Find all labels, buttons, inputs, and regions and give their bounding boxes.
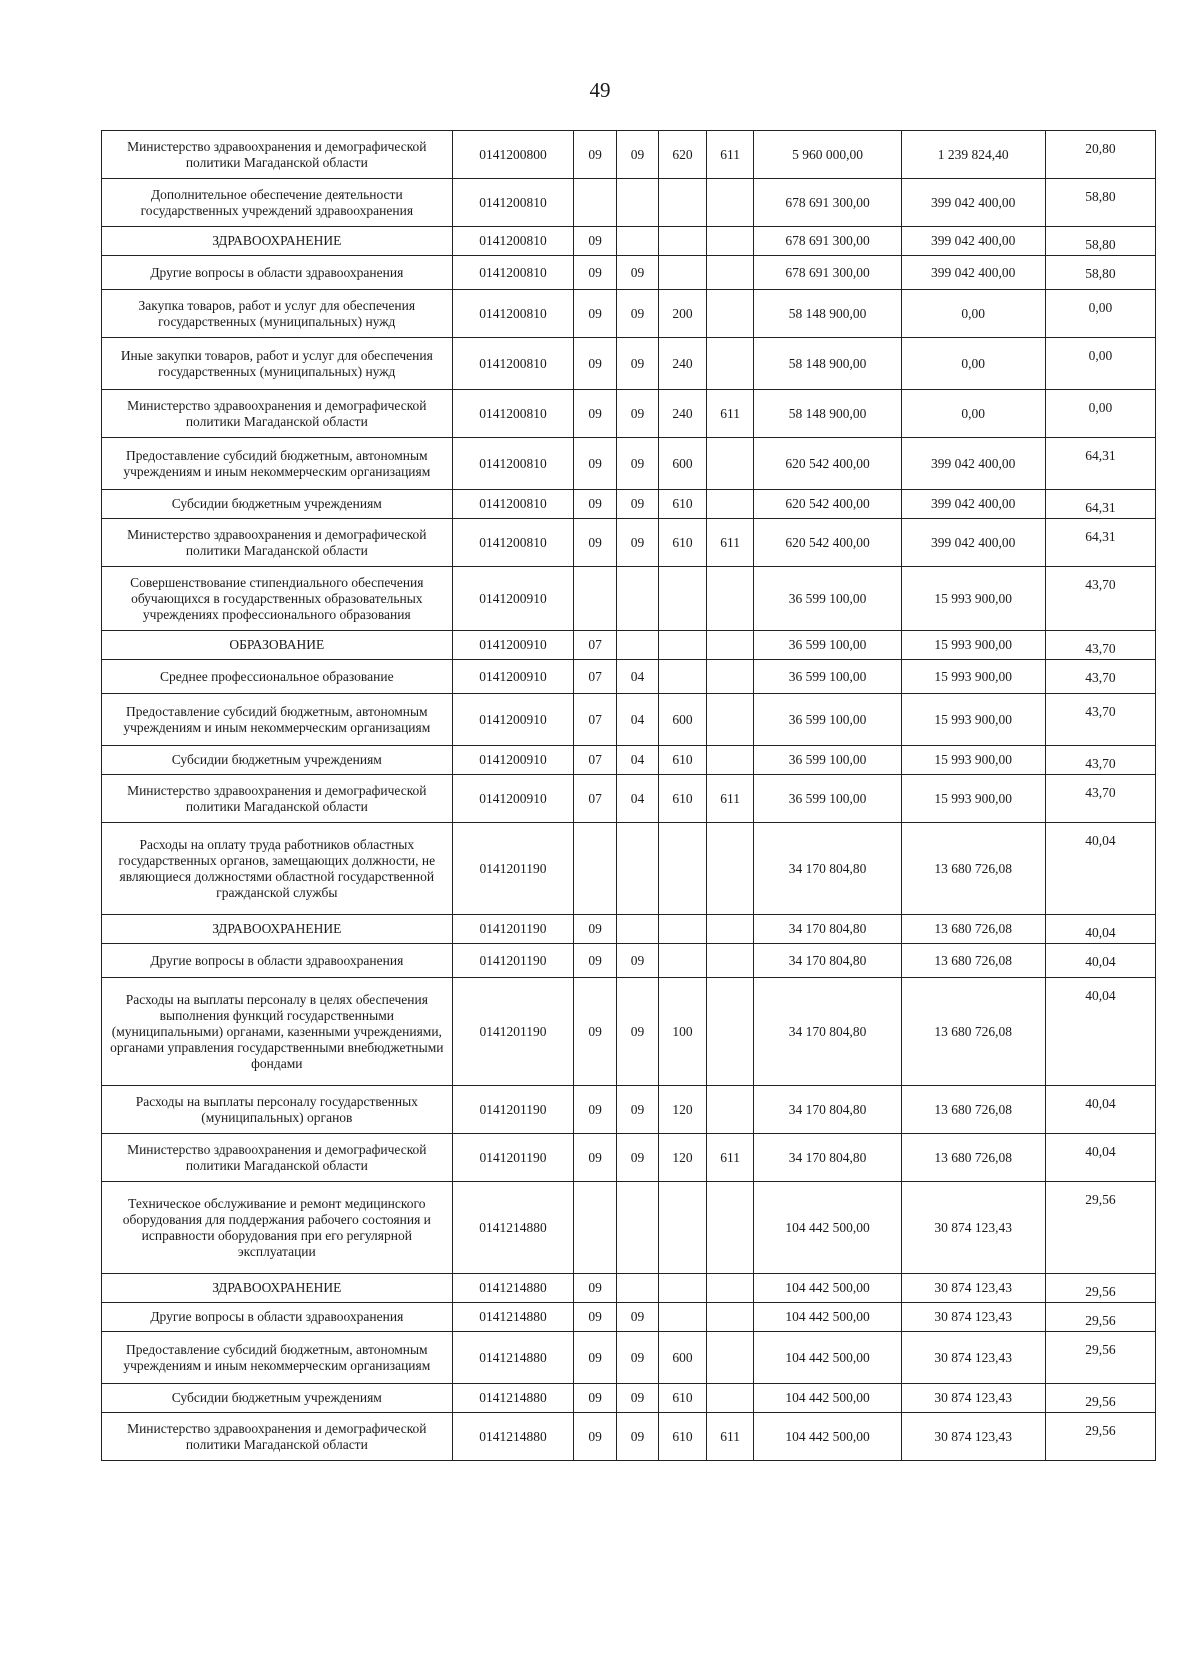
row-percent-cell: 20,80: [1045, 131, 1155, 179]
row-expense-type-cell: [659, 1182, 707, 1274]
row-expense-type-cell: [659, 915, 707, 944]
row-actual-cell: 15 993 900,00: [901, 746, 1045, 775]
table-row: [102, 290, 1156, 338]
table-row: [102, 660, 1156, 694]
row-name-cell: Министерство здравоохранения и демографической политики Магаданской области: [102, 519, 453, 567]
row-expense-type-cell: 600: [659, 1332, 707, 1384]
table-row: [102, 775, 1156, 823]
row-percent-cell: 43,70: [1045, 660, 1155, 694]
row-percent-cell: 0,00: [1045, 338, 1155, 390]
row-section-cell: 09: [574, 438, 616, 490]
row-expense-type-cell: [659, 179, 707, 227]
table-row: [102, 519, 1156, 567]
row-code-cell: 0141214880: [452, 1274, 574, 1303]
row-name-cell: Закупка товаров, работ и услуг для обеспечения государственных (муниципальных) нужд: [102, 290, 453, 338]
row-percent-cell: 58,80: [1045, 179, 1155, 227]
row-subsection-cell: 09: [616, 256, 658, 290]
row-subsection-cell: 09: [616, 944, 658, 978]
row-name-cell: Расходы на выплаты персоналу государственных (муниципальных) органов: [102, 1086, 453, 1134]
row-expense-type-cell: [659, 944, 707, 978]
row-actual-cell: 15 993 900,00: [901, 631, 1045, 660]
row-plan-cell: 34 170 804,80: [754, 915, 901, 944]
row-actual-cell: 15 993 900,00: [901, 775, 1045, 823]
row-expense-type-cell: [659, 1303, 707, 1332]
row-section-cell: 09: [574, 1274, 616, 1303]
row-section-cell: 07: [574, 746, 616, 775]
row-admin-code-cell: [706, 1332, 754, 1384]
table-row: [102, 438, 1156, 490]
row-name-cell: Среднее профессиональное образование: [102, 660, 453, 694]
row-admin-code-cell: [706, 915, 754, 944]
row-subsection-cell: [616, 1274, 658, 1303]
row-plan-cell: 36 599 100,00: [754, 694, 901, 746]
row-code-cell: 0141201190: [452, 978, 574, 1086]
row-section-cell: 09: [574, 519, 616, 567]
table-body: [102, 131, 1156, 1461]
row-section-cell: 09: [574, 338, 616, 390]
row-percent-cell: 40,04: [1045, 1134, 1155, 1182]
row-plan-cell: 58 148 900,00: [754, 390, 901, 438]
row-actual-cell: 13 680 726,08: [901, 1134, 1045, 1182]
row-subsection-cell: [616, 179, 658, 227]
table-row: [102, 227, 1156, 256]
row-subsection-cell: 09: [616, 290, 658, 338]
row-percent-cell: 29,56: [1045, 1384, 1155, 1413]
row-code-cell: 0141200810: [452, 390, 574, 438]
row-name-cell: Расходы на оплату труда работников областных государственных органов, замещающих должности, не являющиеся должностями областной государственной гражданской службы: [102, 823, 453, 915]
table-row: [102, 1413, 1156, 1461]
row-subsection-cell: 09: [616, 978, 658, 1086]
row-subsection-cell: 09: [616, 490, 658, 519]
row-actual-cell: 13 680 726,08: [901, 1086, 1045, 1134]
row-subsection-cell: 04: [616, 746, 658, 775]
row-section-cell: 09: [574, 978, 616, 1086]
row-code-cell: 0141200810: [452, 256, 574, 290]
row-percent-cell: 43,70: [1045, 567, 1155, 631]
row-percent-cell: 29,56: [1045, 1182, 1155, 1274]
page-number: 49: [589, 78, 611, 102]
table-row: [102, 490, 1156, 519]
row-subsection-cell: 04: [616, 775, 658, 823]
row-percent-cell: 58,80: [1045, 256, 1155, 290]
row-subsection-cell: 09: [616, 438, 658, 490]
row-name-cell: ЗДРАВООХРАНЕНИЕ: [102, 915, 453, 944]
table-row: [102, 567, 1156, 631]
row-actual-cell: 30 874 123,43: [901, 1413, 1045, 1461]
row-code-cell: 0141201190: [452, 823, 574, 915]
row-actual-cell: 0,00: [901, 338, 1045, 390]
row-actual-cell: 0,00: [901, 390, 1045, 438]
row-percent-cell: 0,00: [1045, 290, 1155, 338]
row-name-cell: Иные закупки товаров, работ и услуг для обеспечения государственных (муниципальных) нужд: [102, 338, 453, 390]
row-admin-code-cell: 611: [706, 775, 754, 823]
row-expense-type-cell: 600: [659, 438, 707, 490]
row-admin-code-cell: 611: [706, 131, 754, 179]
row-section-cell: 09: [574, 131, 616, 179]
row-name-cell: Расходы на выплаты персоналу в целях обеспечения выполнения функций государственными (муниципальными) органами, казенными учреждениями, органами управления государственными внебюджетными фондами: [102, 978, 453, 1086]
row-name-cell: Субсидии бюджетным учреждениям: [102, 1384, 453, 1413]
row-expense-type-cell: 240: [659, 390, 707, 438]
row-name-cell: Министерство здравоохранения и демографической политики Магаданской области: [102, 131, 453, 179]
row-plan-cell: 678 691 300,00: [754, 256, 901, 290]
table-row: [102, 390, 1156, 438]
row-name-cell: Предоставление субсидий бюджетным, автономным учреждениям и иным некоммерческим организациям: [102, 438, 453, 490]
row-expense-type-cell: 610: [659, 775, 707, 823]
row-percent-cell: 64,31: [1045, 490, 1155, 519]
row-plan-cell: 620 542 400,00: [754, 438, 901, 490]
row-plan-cell: 58 148 900,00: [754, 338, 901, 390]
row-admin-code-cell: [706, 179, 754, 227]
row-actual-cell: 30 874 123,43: [901, 1274, 1045, 1303]
table-row: [102, 944, 1156, 978]
table-row: [102, 1384, 1156, 1413]
row-code-cell: 0141214880: [452, 1182, 574, 1274]
row-plan-cell: 36 599 100,00: [754, 775, 901, 823]
row-name-cell: Другие вопросы в области здравоохранения: [102, 1303, 453, 1332]
row-actual-cell: 399 042 400,00: [901, 490, 1045, 519]
row-actual-cell: 15 993 900,00: [901, 567, 1045, 631]
row-actual-cell: 13 680 726,08: [901, 915, 1045, 944]
row-section-cell: 09: [574, 390, 616, 438]
row-section-cell: 09: [574, 1303, 616, 1332]
row-code-cell: 0141214880: [452, 1332, 574, 1384]
row-subsection-cell: [616, 567, 658, 631]
row-percent-cell: 40,04: [1045, 978, 1155, 1086]
row-name-cell: Министерство здравоохранения и демографической политики Магаданской области: [102, 1134, 453, 1182]
row-code-cell: 0141200810: [452, 227, 574, 256]
row-actual-cell: 399 042 400,00: [901, 519, 1045, 567]
row-percent-cell: 43,70: [1045, 746, 1155, 775]
row-subsection-cell: [616, 1182, 658, 1274]
row-percent-cell: 43,70: [1045, 775, 1155, 823]
row-section-cell: 09: [574, 1134, 616, 1182]
row-plan-cell: 104 442 500,00: [754, 1303, 901, 1332]
row-actual-cell: 0,00: [901, 290, 1045, 338]
row-actual-cell: 30 874 123,43: [901, 1182, 1045, 1274]
row-plan-cell: 34 170 804,80: [754, 1086, 901, 1134]
row-admin-code-cell: [706, 256, 754, 290]
row-plan-cell: 104 442 500,00: [754, 1332, 901, 1384]
row-plan-cell: 104 442 500,00: [754, 1413, 901, 1461]
row-plan-cell: 34 170 804,80: [754, 823, 901, 915]
table-row: [102, 1303, 1156, 1332]
row-subsection-cell: 09: [616, 1332, 658, 1384]
row-percent-cell: 64,31: [1045, 438, 1155, 490]
row-name-cell: Другие вопросы в области здравоохранения: [102, 944, 453, 978]
row-code-cell: 0141200910: [452, 660, 574, 694]
row-section-cell: [574, 1182, 616, 1274]
row-expense-type-cell: 120: [659, 1086, 707, 1134]
row-expense-type-cell: 240: [659, 338, 707, 390]
row-subsection-cell: [616, 631, 658, 660]
row-section-cell: 09: [574, 490, 616, 519]
row-code-cell: 0141200810: [452, 290, 574, 338]
row-section-cell: 07: [574, 775, 616, 823]
row-subsection-cell: 09: [616, 390, 658, 438]
row-name-cell: Предоставление субсидий бюджетным, автономным учреждениям и иным некоммерческим организациям: [102, 694, 453, 746]
row-actual-cell: 399 042 400,00: [901, 179, 1045, 227]
row-section-cell: 09: [574, 1384, 616, 1413]
row-name-cell: Министерство здравоохранения и демографической политики Магаданской области: [102, 775, 453, 823]
row-expense-type-cell: 610: [659, 746, 707, 775]
row-plan-cell: 34 170 804,80: [754, 944, 901, 978]
row-code-cell: 0141201190: [452, 1134, 574, 1182]
row-subsection-cell: 04: [616, 660, 658, 694]
row-admin-code-cell: [706, 660, 754, 694]
row-name-cell: Дополнительное обеспечение деятельности государственных учреждений здравоохранения: [102, 179, 453, 227]
row-name-cell: Министерство здравоохранения и демографической политики Магаданской области: [102, 1413, 453, 1461]
table-row: [102, 179, 1156, 227]
row-plan-cell: 620 542 400,00: [754, 490, 901, 519]
row-percent-cell: 29,56: [1045, 1332, 1155, 1384]
table-row: [102, 131, 1156, 179]
row-admin-code-cell: [706, 631, 754, 660]
row-plan-cell: 36 599 100,00: [754, 660, 901, 694]
row-name-cell: Предоставление субсидий бюджетным, автономным учреждениям и иным некоммерческим организациям: [102, 1332, 453, 1384]
row-subsection-cell: 09: [616, 1384, 658, 1413]
row-expense-type-cell: 120: [659, 1134, 707, 1182]
row-subsection-cell: 04: [616, 694, 658, 746]
budget-table: [101, 130, 1156, 1461]
table-row: [102, 978, 1156, 1086]
row-percent-cell: 43,70: [1045, 694, 1155, 746]
row-expense-type-cell: [659, 256, 707, 290]
row-plan-cell: 34 170 804,80: [754, 1134, 901, 1182]
row-section-cell: 09: [574, 227, 616, 256]
row-code-cell: 0141200910: [452, 775, 574, 823]
row-section-cell: [574, 179, 616, 227]
row-percent-cell: 40,04: [1045, 915, 1155, 944]
row-actual-cell: 1 239 824,40: [901, 131, 1045, 179]
row-subsection-cell: 09: [616, 519, 658, 567]
row-code-cell: 0141201190: [452, 1086, 574, 1134]
row-admin-code-cell: [706, 490, 754, 519]
table-row: [102, 256, 1156, 290]
row-plan-cell: 36 599 100,00: [754, 746, 901, 775]
row-plan-cell: 36 599 100,00: [754, 567, 901, 631]
row-expense-type-cell: [659, 823, 707, 915]
row-subsection-cell: [616, 227, 658, 256]
table-row: [102, 746, 1156, 775]
row-plan-cell: 620 542 400,00: [754, 519, 901, 567]
row-expense-type-cell: 100: [659, 978, 707, 1086]
row-plan-cell: 58 148 900,00: [754, 290, 901, 338]
row-percent-cell: 29,56: [1045, 1303, 1155, 1332]
row-code-cell: 0141201190: [452, 944, 574, 978]
row-section-cell: 09: [574, 944, 616, 978]
table-row: [102, 1086, 1156, 1134]
row-code-cell: 0141200910: [452, 694, 574, 746]
row-admin-code-cell: [706, 227, 754, 256]
row-percent-cell: 40,04: [1045, 1086, 1155, 1134]
row-admin-code-cell: [706, 1086, 754, 1134]
row-code-cell: 0141214880: [452, 1384, 574, 1413]
row-expense-type-cell: [659, 660, 707, 694]
row-code-cell: 0141200810: [452, 519, 574, 567]
row-name-cell: ЗДРАВООХРАНЕНИЕ: [102, 227, 453, 256]
row-plan-cell: 34 170 804,80: [754, 978, 901, 1086]
row-code-cell: 0141214880: [452, 1413, 574, 1461]
table-row: [102, 1182, 1156, 1274]
row-expense-type-cell: [659, 1274, 707, 1303]
row-admin-code-cell: [706, 823, 754, 915]
row-admin-code-cell: [706, 1182, 754, 1274]
table-row: [102, 338, 1156, 390]
row-actual-cell: 399 042 400,00: [901, 438, 1045, 490]
row-code-cell: 0141200910: [452, 567, 574, 631]
row-percent-cell: 64,31: [1045, 519, 1155, 567]
row-code-cell: 0141214880: [452, 1303, 574, 1332]
row-plan-cell: 5 960 000,00: [754, 131, 901, 179]
row-actual-cell: 15 993 900,00: [901, 694, 1045, 746]
row-plan-cell: 104 442 500,00: [754, 1384, 901, 1413]
row-actual-cell: 30 874 123,43: [901, 1384, 1045, 1413]
row-section-cell: [574, 823, 616, 915]
row-code-cell: 0141200800: [452, 131, 574, 179]
row-code-cell: 0141200810: [452, 179, 574, 227]
row-actual-cell: 13 680 726,08: [901, 944, 1045, 978]
row-subsection-cell: 09: [616, 1413, 658, 1461]
row-admin-code-cell: 611: [706, 390, 754, 438]
row-admin-code-cell: [706, 944, 754, 978]
row-expense-type-cell: 610: [659, 490, 707, 519]
row-percent-cell: 0,00: [1045, 390, 1155, 438]
table-row: [102, 1134, 1156, 1182]
table-row: [102, 823, 1156, 915]
row-name-cell: ОБРАЗОВАНИЕ: [102, 631, 453, 660]
row-admin-code-cell: [706, 694, 754, 746]
row-section-cell: 09: [574, 1086, 616, 1134]
row-admin-code-cell: [706, 1384, 754, 1413]
row-percent-cell: 58,80: [1045, 227, 1155, 256]
row-code-cell: 0141200910: [452, 746, 574, 775]
row-admin-code-cell: [706, 978, 754, 1086]
row-section-cell: 09: [574, 256, 616, 290]
row-admin-code-cell: [706, 290, 754, 338]
row-code-cell: 0141200910: [452, 631, 574, 660]
row-expense-type-cell: 600: [659, 694, 707, 746]
row-actual-cell: 30 874 123,43: [901, 1303, 1045, 1332]
row-plan-cell: 678 691 300,00: [754, 227, 901, 256]
row-admin-code-cell: 611: [706, 519, 754, 567]
row-code-cell: 0141201190: [452, 915, 574, 944]
row-expense-type-cell: 620: [659, 131, 707, 179]
row-expense-type-cell: 610: [659, 1384, 707, 1413]
row-plan-cell: 36 599 100,00: [754, 631, 901, 660]
row-name-cell: Субсидии бюджетным учреждениям: [102, 746, 453, 775]
row-subsection-cell: 09: [616, 338, 658, 390]
row-expense-type-cell: [659, 567, 707, 631]
row-subsection-cell: [616, 915, 658, 944]
row-expense-type-cell: [659, 227, 707, 256]
row-name-cell: Совершенствование стипендиального обеспечения обучающихся в государственных образовательных учреждениях профессионального образования: [102, 567, 453, 631]
row-subsection-cell: 09: [616, 131, 658, 179]
table-row: [102, 915, 1156, 944]
row-code-cell: 0141200810: [452, 490, 574, 519]
row-section-cell: 07: [574, 660, 616, 694]
row-section-cell: 09: [574, 1413, 616, 1461]
row-section-cell: 07: [574, 631, 616, 660]
row-admin-code-cell: [706, 1274, 754, 1303]
row-actual-cell: 399 042 400,00: [901, 256, 1045, 290]
row-name-cell: Министерство здравоохранения и демографической политики Магаданской области: [102, 390, 453, 438]
row-percent-cell: 43,70: [1045, 631, 1155, 660]
row-section-cell: [574, 567, 616, 631]
row-actual-cell: 399 042 400,00: [901, 227, 1045, 256]
row-admin-code-cell: 611: [706, 1413, 754, 1461]
row-section-cell: 09: [574, 915, 616, 944]
row-subsection-cell: [616, 823, 658, 915]
table-row: [102, 1274, 1156, 1303]
row-expense-type-cell: 610: [659, 1413, 707, 1461]
row-admin-code-cell: 611: [706, 1134, 754, 1182]
row-actual-cell: 13 680 726,08: [901, 978, 1045, 1086]
row-subsection-cell: 09: [616, 1134, 658, 1182]
row-percent-cell: 29,56: [1045, 1274, 1155, 1303]
row-name-cell: Другие вопросы в области здравоохранения: [102, 256, 453, 290]
row-expense-type-cell: [659, 631, 707, 660]
row-actual-cell: 13 680 726,08: [901, 823, 1045, 915]
row-section-cell: 09: [574, 290, 616, 338]
row-admin-code-cell: [706, 746, 754, 775]
row-code-cell: 0141200810: [452, 338, 574, 390]
row-percent-cell: 29,56: [1045, 1413, 1155, 1461]
row-expense-type-cell: 610: [659, 519, 707, 567]
row-subsection-cell: 09: [616, 1303, 658, 1332]
row-plan-cell: 104 442 500,00: [754, 1182, 901, 1274]
row-expense-type-cell: 200: [659, 290, 707, 338]
row-name-cell: ЗДРАВООХРАНЕНИЕ: [102, 1274, 453, 1303]
row-name-cell: Субсидии бюджетным учреждениям: [102, 490, 453, 519]
row-plan-cell: 678 691 300,00: [754, 179, 901, 227]
row-section-cell: 09: [574, 1332, 616, 1384]
row-actual-cell: 30 874 123,43: [901, 1332, 1045, 1384]
row-admin-code-cell: [706, 567, 754, 631]
table-row: [102, 694, 1156, 746]
row-admin-code-cell: [706, 338, 754, 390]
table-row: [102, 631, 1156, 660]
row-plan-cell: 104 442 500,00: [754, 1274, 901, 1303]
row-name-cell: Техническое обслуживание и ремонт медицинского оборудования для поддержания рабочего состояния и исправности оборудования при его регулярной эксплуатации: [102, 1182, 453, 1274]
row-subsection-cell: 09: [616, 1086, 658, 1134]
row-percent-cell: 40,04: [1045, 944, 1155, 978]
row-admin-code-cell: [706, 1303, 754, 1332]
row-code-cell: 0141200810: [452, 438, 574, 490]
row-percent-cell: 40,04: [1045, 823, 1155, 915]
row-section-cell: 07: [574, 694, 616, 746]
row-actual-cell: 15 993 900,00: [901, 660, 1045, 694]
table-row: [102, 1332, 1156, 1384]
row-admin-code-cell: [706, 438, 754, 490]
